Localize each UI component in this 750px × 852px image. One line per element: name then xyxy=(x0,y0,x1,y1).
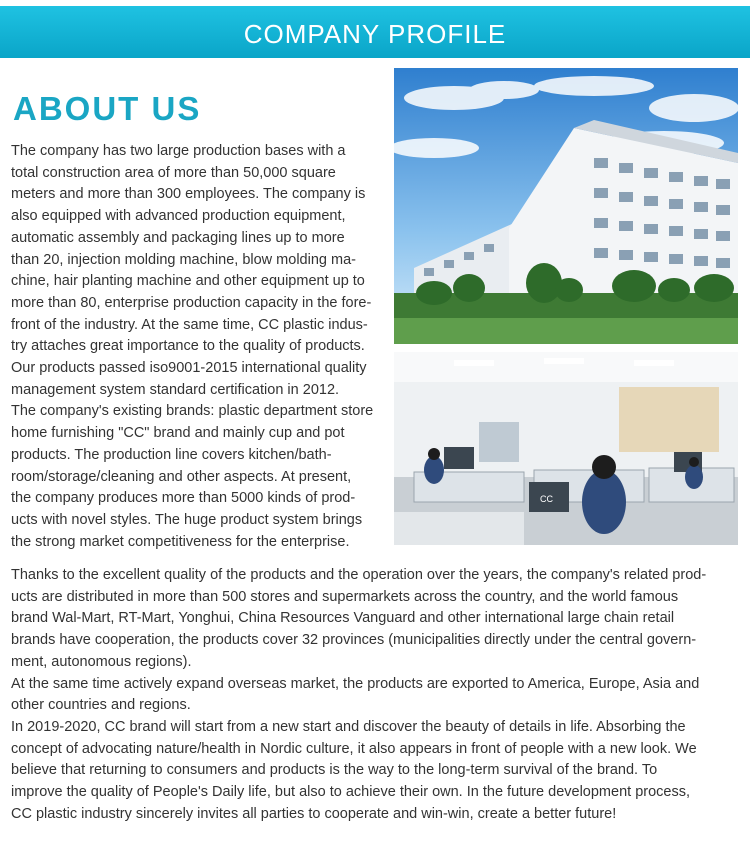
front-desk xyxy=(394,512,524,545)
factory-building-illustration xyxy=(394,68,738,344)
ceiling xyxy=(394,352,738,382)
banner-title: COMPANY PROFILE xyxy=(243,19,507,49)
about-details-section xyxy=(11,565,739,825)
office-illustration xyxy=(394,352,738,545)
distribution-paragraph: Thanks to the excellent quality of the products and the operation over the years, the company's related prod- ucts are distributed in more than 500 stores and supermarkets across the country, and the world famous brand Wal-Mart, RT-Mart, Yonghui, China Resources Vanguard and other international large chain retail brands have cooperation, the products cover 32 provinces (municipalities directly under the central govern- ment, autonomous regions). xyxy=(11,567,707,670)
about-intro-column xyxy=(11,141,391,553)
overseas-market-paragraph: At the same time actively expand overseas market, the products are exported to America, Europe, Asia and other countries and regions. xyxy=(11,675,700,714)
monitor-brand-label: CC xyxy=(540,494,553,504)
window-blinds xyxy=(619,387,719,452)
cabinet xyxy=(479,422,519,462)
office-photo xyxy=(394,352,738,545)
about-intro-paragraph: The company has two large production bases with a total construction area of more than 50,000 square meters and more than 300 employees. The company is also equipped with advanced production equipment, automatic assembly and packaging lines up to more than 20, injection molding machine, blow molding ma- chine, hair planting machine and other equipment up to more than 80, enterprise production capacity in the fore- front of the industry. At the same time, CC plastic indus- try attaches great importance to the quality of products. Our products passed iso9001-2015 international quality management system standard certification in 2012. The company's existing brands: plastic department store home furnishing "CC" brand and mainly cup and pot products. The production line covers kitchen/bath- room/storage/cleaning and other aspects. At present, the company produces more than 5000 kinds of prod- ucts with novel styles. The huge product system brings the strong market competitiveness for the enterprise. xyxy=(11,143,374,550)
about-heading: ABOUT US xyxy=(13,90,202,127)
header-banner xyxy=(0,6,750,58)
factory-building-photo xyxy=(394,68,738,344)
brand-vision-paragraph: In 2019-2020, CC brand will start from a new start and discover the beauty of details in life. Absorbing the concept of advocating nature/health in Nordic culture, it also appears in front of people with a new look. We believe that returning to consumers and products is the way to the long-term survival of the brand. To improve the quality of People's Daily life, but also to achieve their own. In the future development process, CC plastic industry sincerely invites all parties to cooperate and win-win, create a better future! xyxy=(11,718,697,822)
